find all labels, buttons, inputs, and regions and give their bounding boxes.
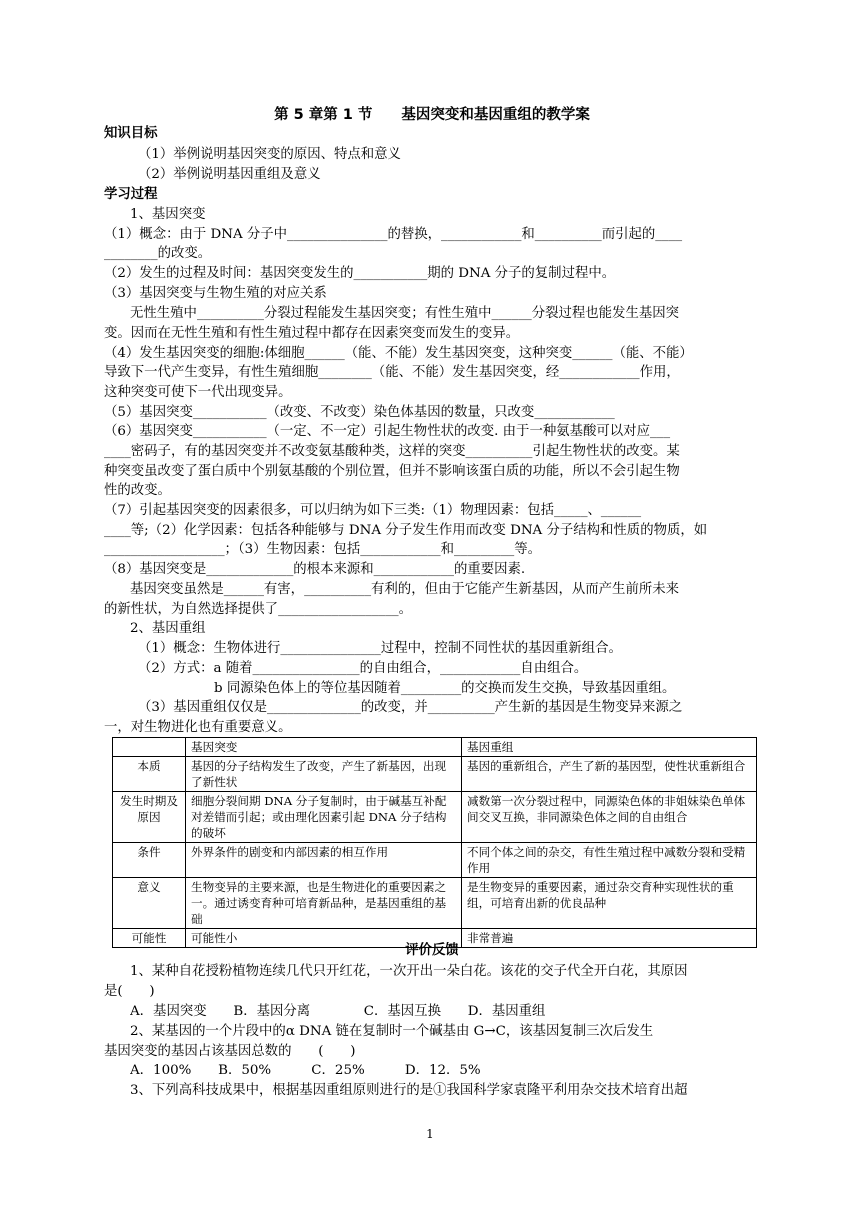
subsection-heading: 2、基因重组 (130, 621, 206, 636)
page-number: 1 (426, 1127, 434, 1141)
table-cell: 可能性小 (186, 929, 462, 948)
table-cell: 外界条件的剧变和内部因素的相互作用 (186, 843, 462, 878)
text-line: （4）发生基因突变的细胞:体细胞______（能、不能）发生基因突变，这种突变______（能、不能） (104, 346, 693, 361)
section-heading-learning-process: 学习过程 (104, 187, 158, 202)
text-line: 变。因而在无性生殖和有性生殖过程中都存在因素突变而发生的变异。 (104, 326, 520, 341)
table-row (113, 843, 757, 878)
table-cell: 非常普遍 (462, 929, 757, 948)
question-line: 3、下列高科技成果中，根据基因重组原则进行的是①我国科学家袁隆平利用杂交技术培育出超 (130, 1083, 688, 1098)
text-line: （7）引起基因突变的因素很多，可以归纳为如下三类:（1）物理因素：包括_____、______ (104, 503, 642, 518)
question-line: 是( ) (104, 984, 155, 999)
table-header-cell: 基因突变 (186, 738, 462, 757)
text-line: 导致下一代产生变异，有性生殖细胞________（能、不能）发生基因突变，经____________作用， (104, 365, 680, 380)
table-row-label: 条件 (113, 843, 186, 878)
text-line: 的新性状，为自然选择提供了__________________。 (104, 602, 412, 617)
question-options: A．基因突变 B．基因分离 C．基因互换 D．基因重组 (130, 1004, 546, 1019)
text-line: 无性生殖中__________分裂过程能发生基因突变；有性生殖中______分裂过程也能发生基因突 (130, 306, 680, 321)
table-cell: 细胞分裂间期 DNA 分子复制时，由于碱基互补配对差错而引起；或由理化因素引起 DNA 分子结构的破坏 (186, 792, 462, 843)
question-line: 2、某基因的一个片段中的α DNA 链在复制时一个碱基由 G→C，该基因复制三次后发生 (130, 1024, 654, 1039)
comparison-table (112, 737, 757, 948)
goal-item: （1）举例说明基因突变的原因、特点和意义 (138, 147, 401, 162)
text-line: 基因突变虽然是______有害，__________有利的，但由于它能产生新基因，从而产生前所未来 (130, 582, 680, 597)
table-cell: 基因的分子结构发生了改变，产生了新基因，出现了新性状 (186, 757, 462, 792)
page-title: 第 5 章第 1 节 基因突变和基因重组的教学案 (274, 107, 590, 123)
text-line: （5）基因突变___________（改变、不改变）染色体基因的数量，只改变____________ (104, 405, 615, 420)
table-header-cell: 基因重组 (462, 738, 757, 757)
text-line: 一，对生物进化也有重要意义。 (104, 720, 292, 735)
subsection-heading: 1、基因突变 (130, 207, 206, 222)
text-line: （6）基因突变___________（一定、不一定）引起生物性状的改变. 由于一种氨基酸可以对应___ (104, 424, 671, 439)
text-line: （3）基因重组仅仅是______________的改变，并__________产生新的基因是生物变异来源之 (138, 700, 683, 715)
table-row-label: 本质 (113, 757, 186, 792)
table-row (113, 878, 757, 929)
table-cell: 生物变异的主要来源，也是生物进化的重要因素之一。通过诱变育种可培育新品种，是基因重组的基础 (186, 878, 462, 929)
table-row-label: 发生时期及原因 (113, 792, 186, 843)
question-options: A．100% B．50% C．25% D．12．5% (130, 1063, 481, 1078)
text-line: 性的改变。 (104, 483, 171, 498)
text-line: （8）基因突变是_____________的根本来源和____________的重要因素. (104, 562, 526, 577)
text-line: （1）概念：由于 DNA 分子中_______________的替换，____________和__________而引起的____ (104, 227, 683, 242)
text-line: 种突变虽改变了蛋白质中个别氨基酸的个别位置，但并不影响该蛋白质的功能，所以不会引起生物 (104, 464, 680, 479)
text-line: ____等;（2）化学因素：包括各种能够与 DNA 分子发生作用而改变 DNA 分子结构和性质的物质，如 (104, 523, 708, 538)
question-line: 1、某种自花授粉植物连续几代只开红花，一次开出一朵白花。该花的交子代全开白花，其原因 (130, 964, 688, 979)
table-cell: 是生物变异的重要因素，通过杂交育种实现性状的重组，可培育出新的优良品种 (462, 878, 757, 929)
section-heading-knowledge-goals: 知识目标 (104, 126, 158, 141)
table-header-row (113, 738, 757, 757)
text-line: （1）概念：生物体进行_______________过程中，控制不同性状的基因重新组合。 (138, 641, 622, 656)
text-line: 这种突变可使下一代出现变异。 (104, 385, 292, 400)
text-line: （3）基因突变与生物生殖的对应关系 (104, 286, 327, 301)
text-line: ________的改变。 (104, 246, 212, 261)
text-line: （2）发生的过程及时间：基因突变发生的___________期的 DNA 分子的复制过程中。 (104, 266, 616, 281)
question-line: 基因突变的基因占该基因总数的 ( ) (104, 1044, 356, 1059)
text-line: ____密码子，有的基因突变并不改变氨基酸种类，这样的突变__________引起生物性状的改变。某 (104, 444, 680, 459)
goal-item: （2）举例说明基因重组及意义 (138, 167, 321, 182)
table-cell: 基因的重新组合，产生了新的基因型，使性状重新组合 (462, 757, 757, 792)
text-line: （2）方式：a 随着________________的自由组合，____________自由组合。 (138, 661, 588, 676)
section-heading-feedback: 评价反馈 (405, 943, 459, 958)
table-cell: 减数第一次分裂过程中，同源染色体的非姐妹染色单体间交叉互换，非同源染色体之间的自由组合 (462, 792, 757, 843)
table-row-label: 可能性 (113, 929, 186, 948)
text-line: b 同源染色体上的等位基因随着_________的交换而发生交换，导致基因重组。 (214, 681, 676, 696)
text-line: __________________；（3）生物因素：包括____________和_________等。 (104, 542, 542, 557)
table-row (113, 792, 757, 843)
table-row-label: 意义 (113, 878, 186, 929)
table-cell: 不同个体之间的杂交，有性生殖过程中减数分裂和受精作用 (462, 843, 757, 878)
table-header-cell (113, 738, 186, 757)
table-row (113, 757, 757, 792)
